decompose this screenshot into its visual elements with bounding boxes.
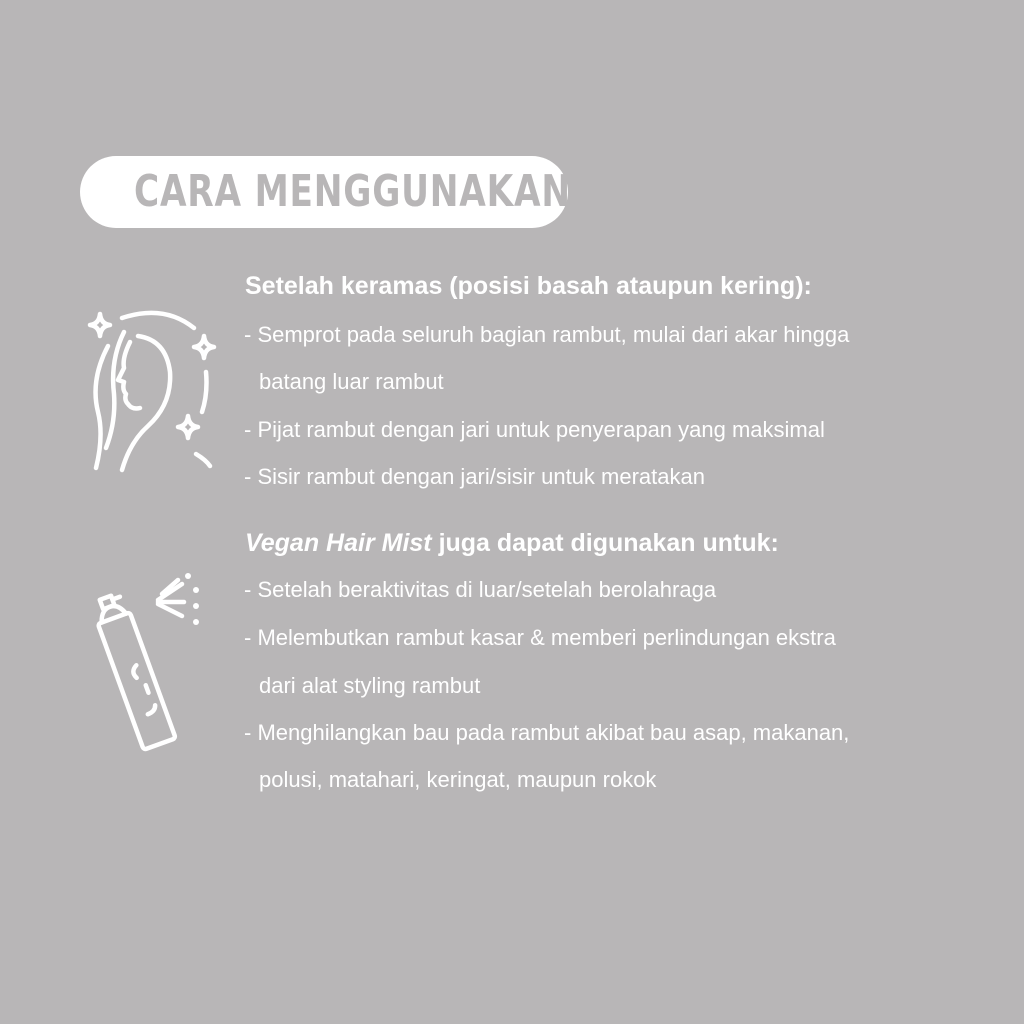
hair-sparkle-icon — [78, 302, 228, 482]
section1-line: batang luar rambut — [259, 369, 444, 394]
section2-line: - Melembutkan rambut kasar & memberi perlindungan ekstra — [244, 625, 836, 650]
section1-line: - Sisir rambut dengan jari/sisir untuk meratakan — [244, 464, 705, 489]
section2-line: polusi, matahari, keringat, maupun rokok — [259, 767, 657, 792]
section2-line: - Menghilangkan bau pada rambut akibat bau asap, makanan, — [244, 720, 850, 745]
section1-line: - Pijat rambut dengan jari untuk penyerapan yang maksimal — [244, 417, 825, 442]
section2-line: - Setelah beraktivitas di luar/setelah berolahraga — [244, 577, 717, 602]
section1-heading: Setelah keramas (posisi basah ataupun kering): — [245, 272, 812, 300]
section2-heading — [245, 528, 779, 558]
spray-bottle-icon — [96, 566, 216, 756]
section1-line: - Semprot pada seluruh bagian rambut, mulai dari akar hingga — [244, 322, 850, 347]
page-title: CARA MENGGUNAKAN — [134, 166, 571, 217]
title-pill — [80, 156, 571, 228]
product-name: Vegan Hair Mist — [245, 529, 432, 557]
section2-heading-rest: juga dapat digunakan untuk: — [431, 529, 779, 557]
section2-line: dari alat styling rambut — [259, 673, 481, 698]
